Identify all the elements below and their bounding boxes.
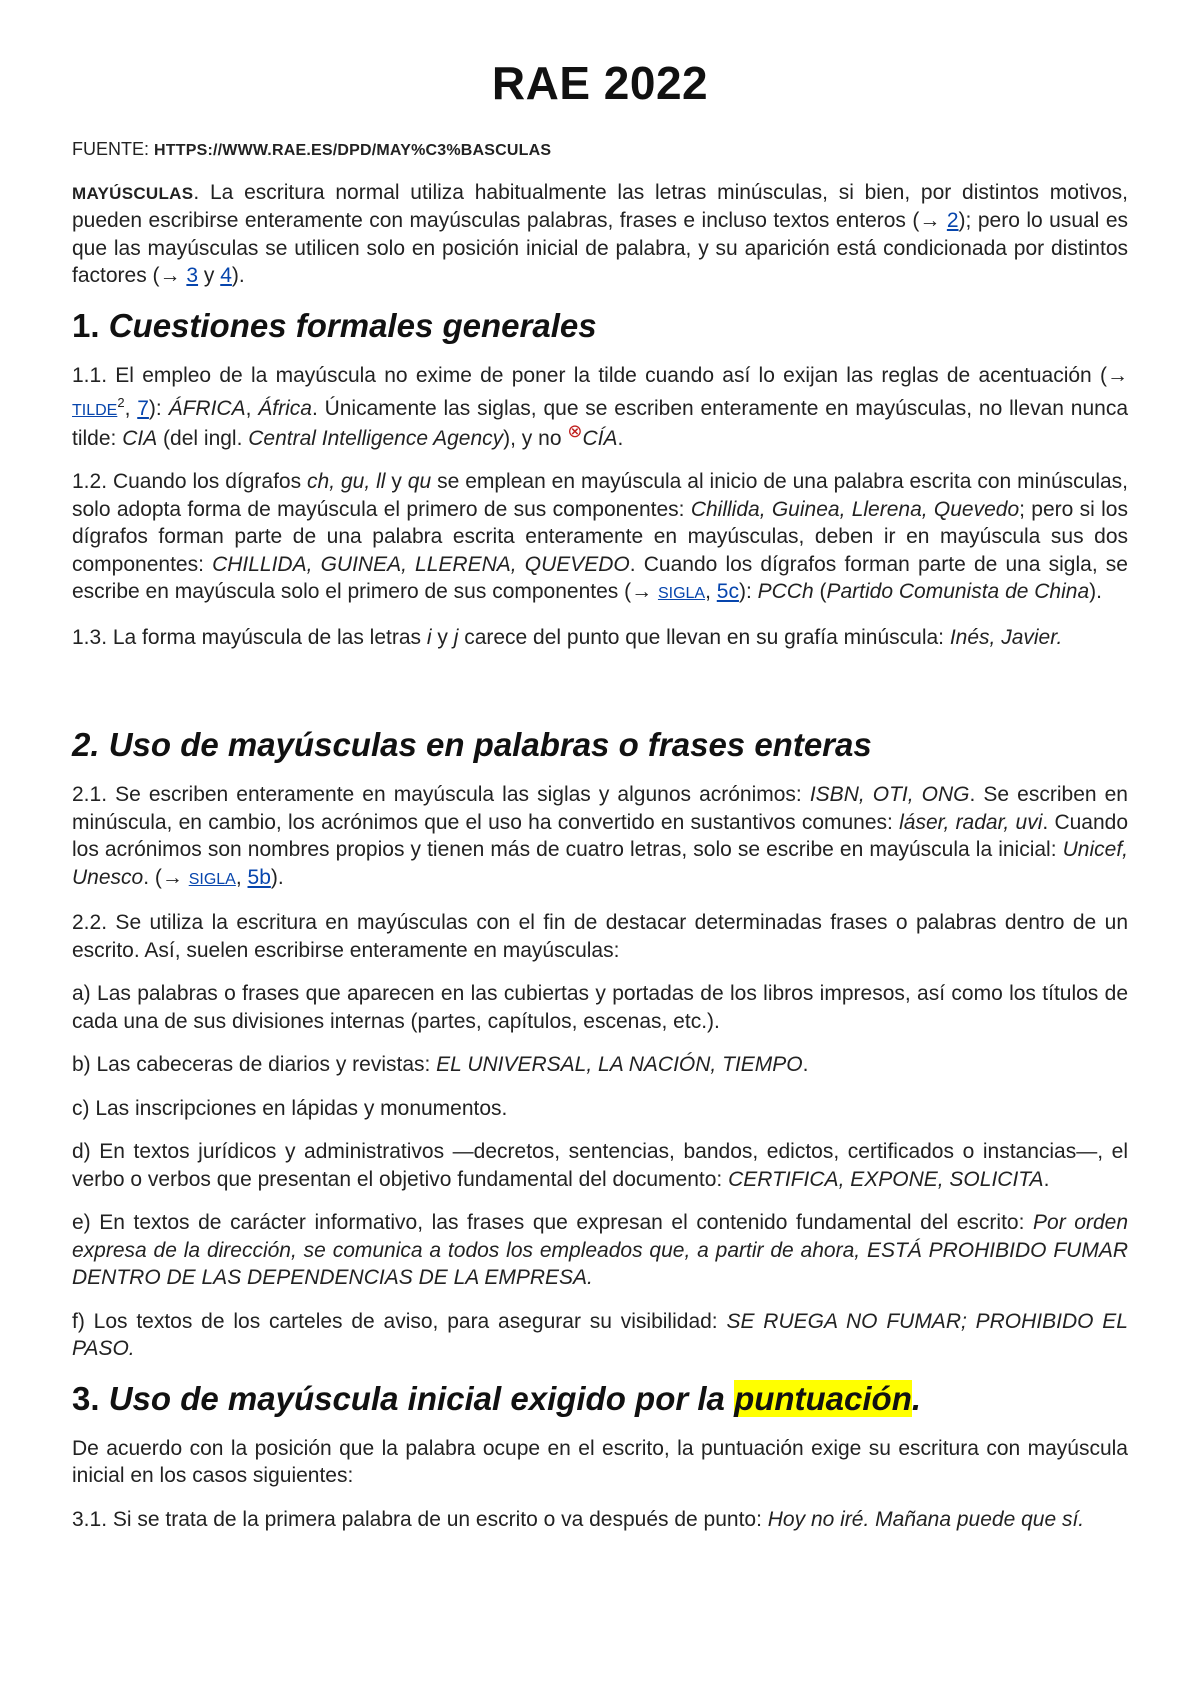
item-a: a) Las palabras o frases que aparecen en las cubiertas y portadas de los libros impresos, así como los títulos de cada una de sus divisiones internas (partes, capítulos, escenas, etc.). (72, 982, 1128, 1033)
text: . Cuando los dígrafos forman parte de una sigla, se escribe en mayúscula solo el primero de sus componentes (→ (72, 552, 1128, 603)
text: y (385, 470, 408, 493)
section-title: 2. Uso de mayúsculas en palabras o frases enteras (72, 726, 872, 763)
paragraph-1-3 (72, 624, 1128, 652)
text: 3.1. Si se trata de la primera palabra de un escrito o va después de punto: (72, 1507, 768, 1531)
item-c: c) Las inscripciones en lápidas y monumentos. (72, 1096, 508, 1120)
example: ISBN, OTI, ONG (809, 783, 970, 806)
text: 1.3. La forma mayúscula de las letras (72, 625, 427, 649)
text: . (802, 1053, 809, 1076)
link-section-2[interactable]: 2 (946, 209, 959, 232)
example: SE RUEGA NO FUMAR; PROHIBIDO EL PASO. (72, 1309, 1128, 1360)
section-2-heading (72, 725, 1128, 765)
intro-text: . La escritura normal utiliza habitualmente las letras minúsculas, si bien, por distintos motivos, pueden escribirse enteramente con mayúsculas palabras, frases e incluso textos enteros (→ (72, 180, 1128, 232)
link-5c[interactable]: 5c (716, 580, 739, 603)
example: Por orden expresa de la dirección, se comunica a todos los empleados que, a partir de ahora, ESTÁ PROHIBIDO FUMAR DENTRO DE LAS DEPENDENCIAS DE LA EMPRESA. (72, 1211, 1129, 1289)
example: Partido Comunista de China (826, 580, 1090, 603)
example: láser, radar, uvi (899, 810, 1043, 834)
text: . (1043, 1167, 1050, 1191)
example: j (453, 625, 459, 649)
section-title: Cuestiones formales generales (108, 306, 597, 344)
text: ), y no (503, 426, 568, 450)
section-3-heading (72, 1379, 1128, 1419)
item-b (72, 1051, 1128, 1079)
example: Inés, Javier. (949, 625, 1063, 649)
document-title: RAE 2022 (491, 57, 709, 109)
link-5b[interactable]: 5b (247, 865, 271, 889)
example: CIA (122, 426, 158, 450)
text: . Cuando los acrónimos son nombres propios y tienen más de cuatro letras, solo se escribe en mayúscula la inicial: (72, 810, 1129, 861)
paragraph-3-1 (72, 1506, 1128, 1534)
item-f (72, 1308, 1128, 1363)
example: CHILLIDA, GUINEA, LLERENA, QUEVEDO (212, 552, 630, 576)
text: . (→ (143, 865, 189, 889)
text: e) En textos de carácter informativo, las frases que expresan el contenido fundamental del escrito: (72, 1211, 1034, 1234)
superscript: 2 (117, 395, 125, 410)
intro-text: ); pero lo usual es que las mayúsculas se utilicen solo en posición inicial de palabra, y su aparición está condicionada por distintos factores (→ (72, 209, 1128, 287)
text: ). (1089, 580, 1102, 603)
section-title: Uso de mayúscula inicial exigido por la (108, 1379, 735, 1417)
source-line (72, 136, 1128, 165)
text: 2.1. Se escriben enteramente en mayúscula las siglas y algunos acrónimos: (72, 783, 810, 806)
text: 1.2. Cuando los dígrafos (72, 470, 308, 493)
section-1-heading (72, 306, 1128, 346)
example: Chillida, Guinea, Llerena, Quevedo (690, 497, 1020, 521)
intro-paragraph (72, 179, 1128, 290)
text: (del ingl. (157, 426, 249, 450)
text: 1.1. El empleo de la mayúscula no exime de poner la tilde cuando así lo exijan las reglas de acentuación (→ (72, 363, 1128, 387)
text: se emplean en mayúscula al inicio de una palabra escrita con minúsculas, solo adopta forma de mayúscula el primero de sus componentes: (72, 470, 1128, 521)
text: ). (270, 865, 284, 889)
text: y (431, 625, 454, 649)
incorrect-mark-icon: ⊗ (567, 420, 583, 441)
link-sigla[interactable]: SIGLA (657, 585, 706, 602)
intro-text: y (198, 264, 221, 287)
text: . Únicamente las siglas, que se escriben enteramente en mayúsculas, no llevan nunca tilde: (72, 397, 1128, 450)
link-section-4[interactable]: 4 (220, 264, 232, 287)
example: CÍA (582, 426, 618, 450)
example: Central Intelligence Agency (248, 426, 504, 450)
text: b) Las cabeceras de diarios y revistas: (72, 1053, 437, 1076)
paragraph-2-1 (72, 781, 1128, 893)
example: qu (407, 470, 432, 493)
example: i (426, 625, 432, 649)
text: ): (738, 580, 758, 603)
example: Unicef, Unesco (72, 838, 1128, 889)
paragraph-1-2 (72, 468, 1128, 608)
section-number: 3. (72, 1379, 109, 1417)
example: ch, gu, ll (307, 470, 386, 493)
intro-lead: MAYÚSCULAS (72, 183, 194, 203)
item-e (72, 1209, 1128, 1292)
paragraph-2-2: 2.2. Se utiliza la escritura en mayúsculas con el fin de destacar determinadas frases o palabras dentro de un escrito. Así, suelen escribirse enteramente en mayúsculas: (72, 911, 1128, 962)
text: , (124, 397, 138, 420)
example: Hoy no iré. Mañana puede que sí. (767, 1507, 1085, 1531)
example: EL UNIVERSAL, LA NACIÓN, TIEMPO (436, 1053, 803, 1076)
paragraph-3-intro: De acuerdo con la posición que la palabra ocupe en el escrito, la puntuación exige su escritura con mayúscula inicial en los casos siguientes: (72, 1436, 1128, 1487)
spacer (72, 667, 1128, 725)
text: . (617, 426, 624, 450)
highlighted-word: puntuación (734, 1379, 912, 1417)
link-7[interactable]: 7 (137, 397, 149, 420)
text: , (245, 397, 259, 420)
link-sigla[interactable]: SIGLA (188, 870, 236, 888)
link-section-3[interactable]: 3 (186, 264, 199, 287)
source-url: HTTPS://WWW.RAE.ES/DPD/MAY%C3%BASCULAS (154, 142, 552, 159)
text: ): (148, 397, 169, 420)
text: , (235, 865, 248, 889)
section-number: 1. (72, 306, 109, 344)
text: ( (813, 580, 827, 603)
text: f) Los textos de los carteles de aviso, para asegurar su visibilidad: (72, 1309, 727, 1333)
source-label: FUENTE: (72, 139, 155, 159)
example: CERTIFICA, EXPONE, SOLICITA (728, 1167, 1044, 1191)
example: ÁFRICA (168, 397, 246, 420)
item-d (72, 1138, 1128, 1193)
text: , (705, 580, 717, 603)
text: . Se escriben en minúscula, en cambio, los acrónimos que el uso ha convertido en sustantivos comunes: (72, 783, 1128, 834)
text: d) En textos jurídicos y administrativos —decretos, sentencias, bandos, edictos, certificados o instancias—, el verbo o verbos que presentan el objetivo fundamental del documento: (72, 1140, 1128, 1191)
intro-text: ). (231, 264, 245, 287)
example: PCCh (757, 580, 814, 603)
link-tilde[interactable]: TILDE (72, 402, 118, 419)
paragraph-1-1 (72, 362, 1128, 453)
example: África (258, 397, 312, 420)
text: carece del punto que llevan en su grafía minúscula: (458, 625, 950, 649)
section-title: . (911, 1379, 922, 1417)
text: ; pero si los dígrafos forman parte de una palabra escrita enteramente en mayúsculas, deben ir en mayúscula sus dos componentes: (72, 497, 1128, 576)
